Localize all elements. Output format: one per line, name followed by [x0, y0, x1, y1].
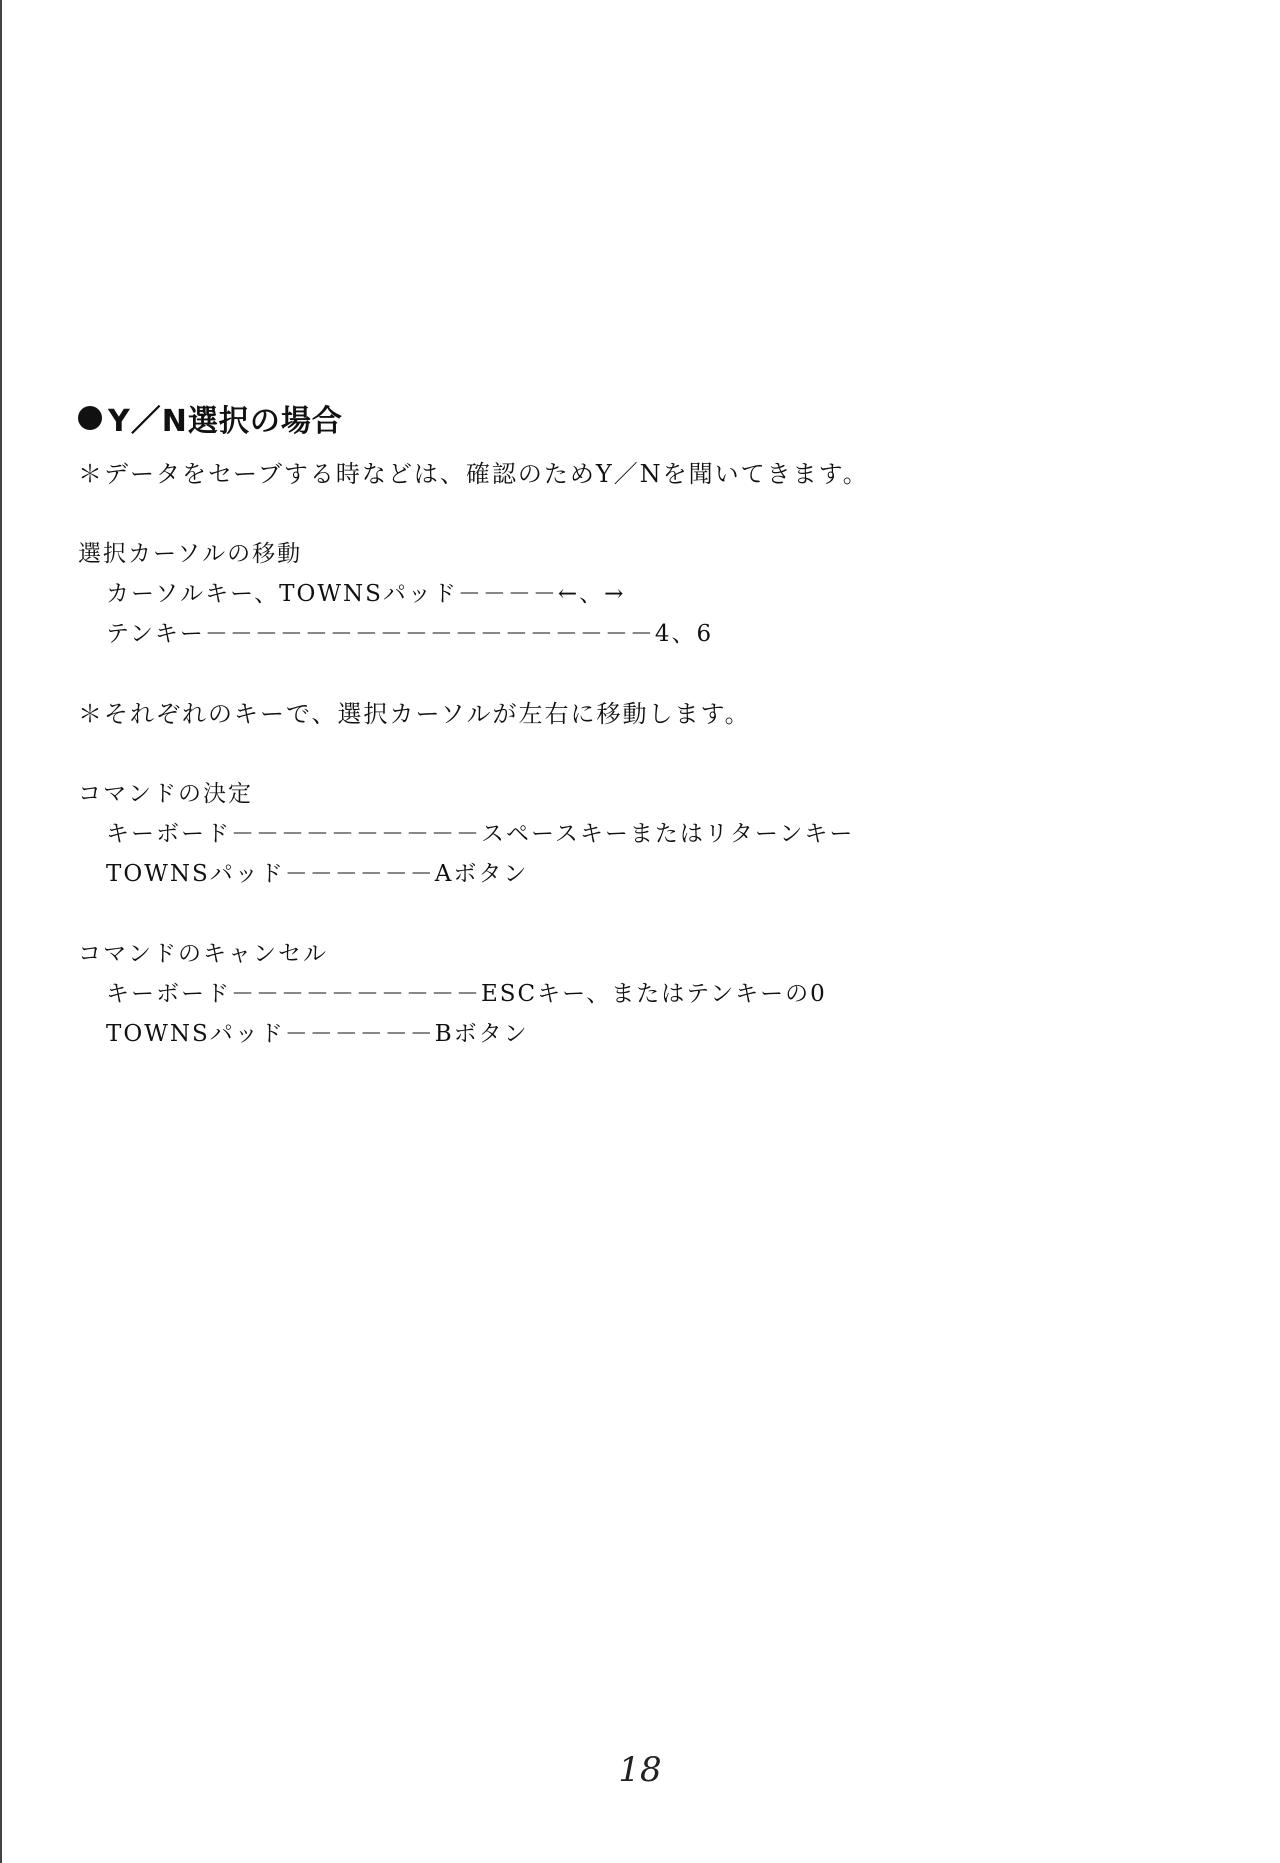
key-row: テンキー－－－－－－－－－－－－－－－－－－4、6: [106, 621, 714, 647]
intro-note: ＊データをセーブする時などは、確認のためY／Nを聞いてきます。: [78, 460, 869, 488]
key-row: キーボード－－－－－－－－－－スペースキーまたはリターンキー: [106, 821, 855, 847]
cursor-note: ＊それぞれのキーで、選択カーソルが左右に移動します。: [78, 700, 751, 728]
section-heading: [78, 396, 1228, 440]
page-edge-line: [0, 0, 2, 1863]
key-row: カーソルキー、TOWNSパッド－－－－←、→: [106, 581, 626, 607]
manual-page-content: [78, 396, 1228, 1094]
page-number: 18: [618, 1750, 662, 1790]
section-command-cancel: [78, 934, 1228, 1054]
key-row: TOWNSパッド－－－－－－Bボタン: [106, 1021, 529, 1047]
key-row: キーボード－－－－－－－－－－ESCキー、またはテンキーの0: [106, 981, 827, 1007]
section-cursor-move: [78, 534, 1228, 654]
section-command-confirm: [78, 774, 1228, 894]
heading-text: Y／N選択の場合: [108, 404, 343, 439]
section-title: コマンドのキャンセル: [78, 941, 328, 967]
key-row: TOWNSパッド－－－－－－Aボタン: [106, 861, 529, 887]
section-title: 選択カーソルの移動: [78, 541, 303, 567]
section-title: コマンドの決定: [78, 781, 253, 807]
bullet-icon: [78, 406, 102, 430]
